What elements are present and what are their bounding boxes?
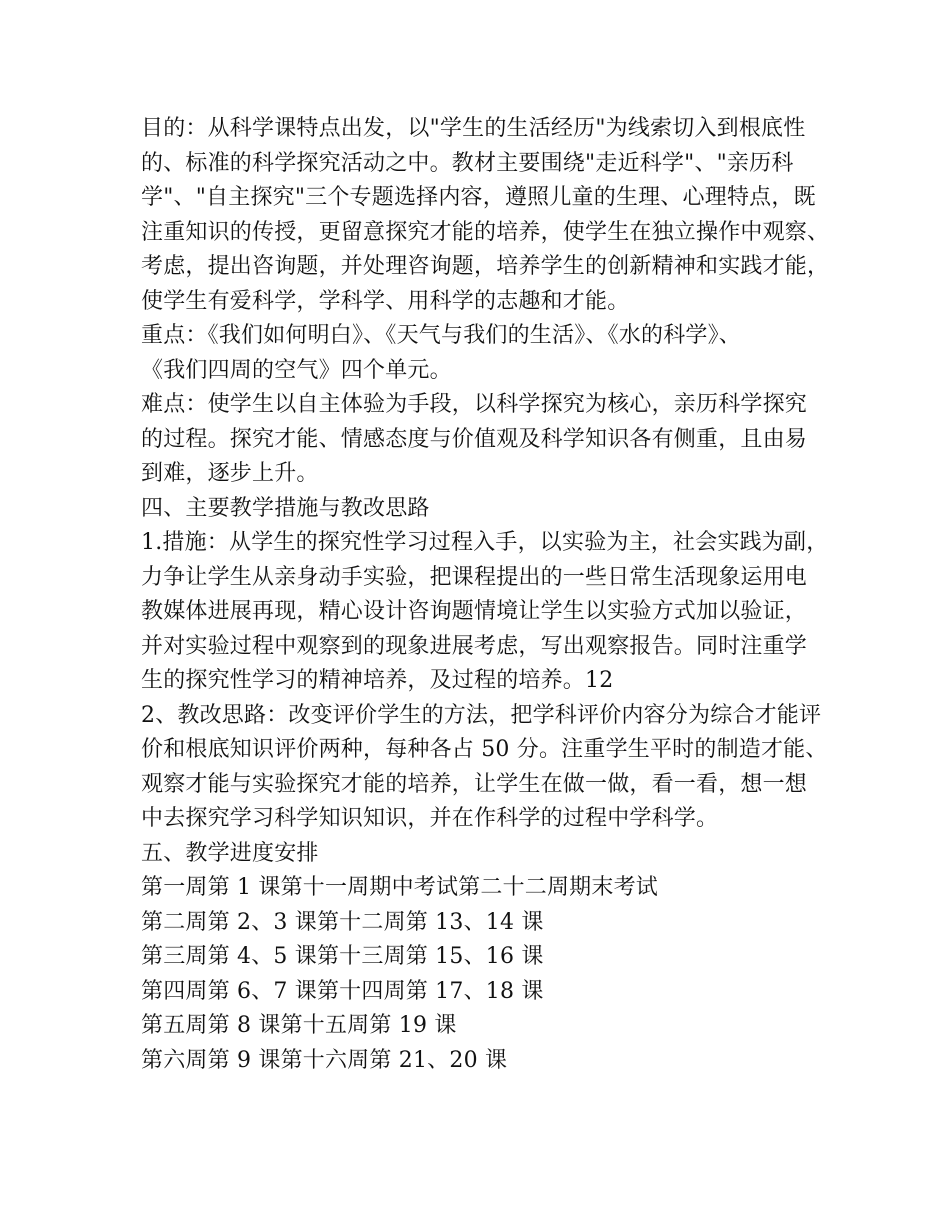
text-line-measures-2: 力争让学生从亲身动手实验，把课程提出的一些日常生活现象运用电 bbox=[141, 564, 808, 590]
text-line-difficulties-1: 难点：使学生以自主体验为手段，以科学探究为核心，亲历科学探究 bbox=[141, 392, 808, 417]
text-line-measures-3: 教媒体进展再现，精心设计咨询题情境让学生以实验方式加以验证， bbox=[141, 599, 808, 624]
text-line-key-points-2: 《我们四周的空气》四个单元。 bbox=[141, 357, 452, 383]
text-line-purpose-2: 的、标准的科学探究活动之中。教材主要围绕"走近科学"、"亲历科 bbox=[141, 150, 794, 176]
text-line-difficulties-2: 的过程。探究才能、情感态度与价值观及科学知识各有侧重，且由易 bbox=[141, 426, 808, 452]
text-line-purpose-1: 目的：从科学课特点出发，以"学生的生活经历"为线索切入到根底性 bbox=[141, 116, 806, 141]
text-line-measures-5: 生的探究性学习的精神培养，及过程的培养。12 bbox=[141, 668, 614, 693]
text-line-difficulties-3: 到难，逐步上升。 bbox=[141, 461, 319, 486]
schedule-line-week-1: 第一周第 1 课第十一周期中考试第二十二周期末考试 bbox=[141, 875, 658, 900]
section-heading-schedule: 五、教学进度安排 bbox=[141, 840, 319, 866]
document-body bbox=[141, 112, 841, 1078]
text-line-purpose-5: 考虑，提出咨询题，并处理咨询题，培养学生的创新精神和实践才能， bbox=[141, 254, 830, 279]
schedule-line-week-4: 第四周第 6、7 课第十四周第 17、18 课 bbox=[141, 978, 544, 1004]
schedule-list bbox=[141, 871, 841, 1078]
section-heading-measures: 四、主要教学措施与教改思路 bbox=[141, 495, 430, 521]
text-line-purpose-6: 使学生有爱科学，学科学、用科学的志趣和才能。 bbox=[141, 288, 630, 314]
text-line-reform-4: 中去探究学习科学知识知识，并在作科学的过程中学科学。 bbox=[141, 806, 719, 831]
text-line-key-points-1: 重点：《我们如何明白》、《天气与我们的生活》、《水的科学》、 bbox=[141, 323, 742, 348]
text-line-reform-2: 价和根底知识评价两种，每种各占 50 分。注重学生平时的制造才能、 bbox=[141, 737, 828, 762]
schedule-line-week-5: 第五周第 8 课第十五周第 19 课 bbox=[141, 1013, 457, 1038]
text-line-measures-4: 并对实验过程中观察到的现象进展考虑，写出观察报告。同时注重学 bbox=[141, 633, 808, 659]
schedule-line-week-6: 第六周第 9 课第十六周第 21、20 课 bbox=[141, 1047, 508, 1073]
schedule-line-week-2: 第二周第 2、3 课第十二周第 13、14 课 bbox=[141, 909, 544, 935]
schedule-line-week-3: 第三周第 4、5 课第十三周第 15、16 课 bbox=[141, 944, 544, 969]
text-line-measures-1: 1.措施：从学生的探究性学习过程入手，以实验为主，社会实践为副， bbox=[141, 530, 829, 555]
text-line-reform-3: 观察才能与实验探究才能的培养，让学生在做一做，看一看，想一想 bbox=[141, 771, 808, 797]
text-line-purpose-4: 注重知识的传授，更留意探究才能的培养，使学生在独立操作中观察、 bbox=[141, 219, 830, 245]
text-line-reform-1: 2、教改思路：改变评价学生的方法，把学科评价内容分为综合才能评 bbox=[141, 702, 822, 728]
text-line-purpose-3: 学"、"自主探究"三个专题选择内容，遵照儿童的生理、心理特点，既 bbox=[141, 185, 816, 210]
